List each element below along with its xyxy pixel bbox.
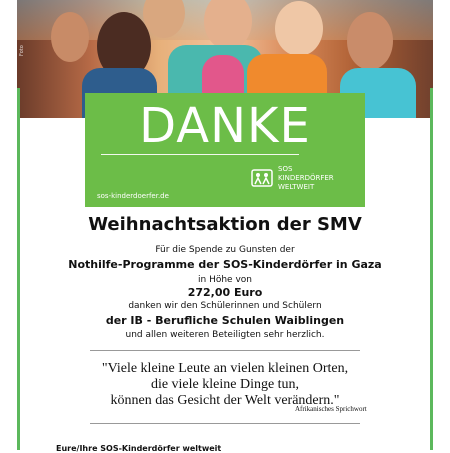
- children-logo-icon: [251, 169, 273, 187]
- program-name: Nothilfe-Programme der SOS-Kinderdörfer in Gaza: [68, 258, 382, 271]
- logo-text: [278, 165, 334, 192]
- signature-footer: Eure/Ihre SOS-Kinderdörfer weltweit: [56, 444, 222, 453]
- logo-line-1: SOS: [278, 165, 293, 173]
- closing-thanks: und allen weiteren Beteiligten sehr herzlich.: [125, 330, 325, 340]
- sos-logo: [251, 165, 353, 193]
- quote-line-3: können das Gesicht der Welt verändern.": [110, 393, 340, 408]
- website-link[interactable]: sos-kinderdoerfer.de: [97, 192, 169, 200]
- child-face: [347, 12, 393, 70]
- quote-divider-bottom: [90, 423, 360, 424]
- quote-divider-top: [90, 350, 360, 351]
- child-face: [51, 12, 89, 62]
- donation-amount: 272,00 Euro: [187, 286, 263, 299]
- thanks-text: danken wir den Schülerinnen und Schülern: [128, 301, 322, 311]
- child-face: [204, 0, 252, 50]
- certificate-title: Weihnachtsaktion der SMV: [88, 214, 362, 235]
- amount-label: in Höhe von: [198, 275, 252, 285]
- quote-line-2: die viele kleine Dinge tun,: [150, 377, 300, 392]
- photo-credit: Foto: [19, 45, 25, 56]
- green-banner: [85, 93, 365, 207]
- proverb-quote: [78, 361, 372, 409]
- quote-line-1: "Viele kleine Leute an vielen kleinen Orten,: [101, 361, 349, 376]
- child-face: [275, 1, 323, 56]
- school-name: der IB - Berufliche Schulen Waiblingen: [105, 314, 345, 327]
- quote-source: Afrikanisches Sprichwort: [295, 405, 367, 413]
- logo-line-3: WELTWEIT: [278, 183, 315, 191]
- banner-headline: DANKE: [139, 98, 311, 154]
- logo-line-2: KINDERDÖRFER: [278, 174, 334, 182]
- banner-divider: [101, 154, 299, 155]
- donation-intro: Für die Spende zu Gunsten der: [155, 245, 295, 255]
